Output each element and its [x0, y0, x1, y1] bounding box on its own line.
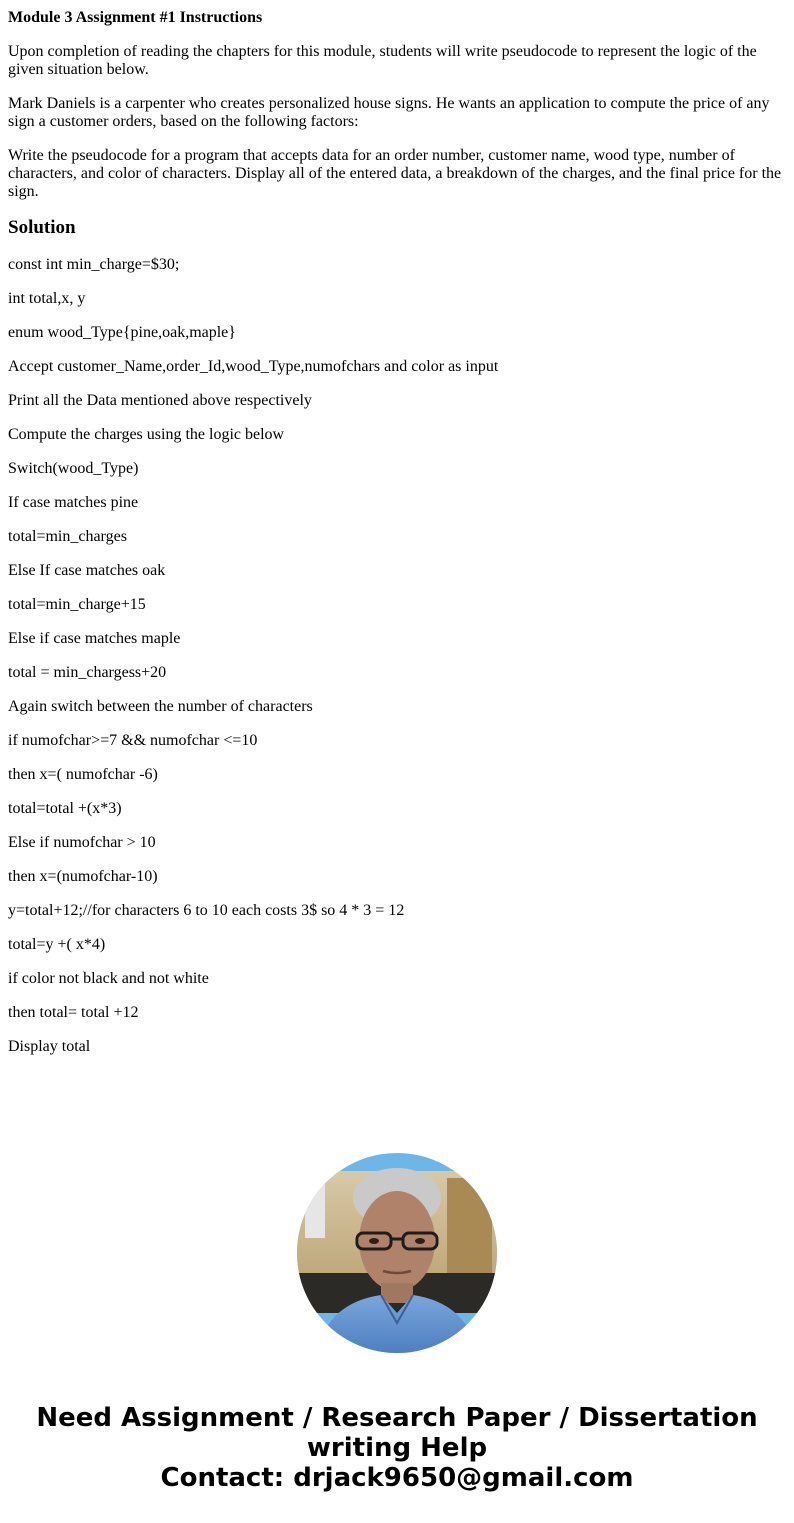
- solution-line: Compute the charges using the logic below: [8, 426, 285, 443]
- solution-line: total=min_charges: [8, 528, 127, 545]
- person-photo-icon: [297, 1153, 497, 1353]
- promo-banner: [0, 1403, 794, 1493]
- solution-line: total=y +( x*4): [8, 936, 106, 953]
- promo-contact: Contact: drjack9650@gmail.com: [160, 1463, 634, 1493]
- solution-line: Display total: [8, 1038, 91, 1055]
- solution-line: then x=( numofchar -6): [8, 766, 158, 783]
- document-title: Module 3 Assignment #1 Instructions: [8, 9, 263, 26]
- solution-line: Else If case matches oak: [8, 562, 166, 579]
- solution-line: Else if case matches maple: [8, 630, 181, 647]
- solution-pseudocode: [8, 256, 786, 1056]
- author-avatar: [297, 1153, 497, 1353]
- paragraph-scenario: Mark Daniels is a carpenter who creates personalized house signs. He wants an application to compute the price of any sign a customer orders, based on the following factors:: [8, 95, 770, 130]
- solution-line: if numofchar>=7 && numofchar <=10: [8, 732, 258, 749]
- solution-line: Again switch between the number of characters: [8, 698, 313, 715]
- promo-line-1: Need Assignment / Research Paper / Dissertation: [36, 1403, 758, 1433]
- solution-line: Print all the Data mentioned above respectively: [8, 392, 312, 409]
- solution-line: total=min_charge+15: [8, 596, 146, 613]
- solution-line: Accept customer_Name,order_Id,wood_Type,numofchars and color as input: [8, 358, 499, 375]
- solution-heading: Solution: [8, 217, 76, 238]
- solution-line: If case matches pine: [8, 494, 139, 511]
- promo-line-2: writing Help: [306, 1433, 488, 1463]
- solution-line: y=total+12;//for characters 6 to 10 each costs 3$ so 4 * 3 = 12: [8, 902, 405, 919]
- solution-line: total = min_chargess+20: [8, 664, 167, 681]
- solution-line: if color not black and not white: [8, 970, 209, 987]
- paragraph-task: Write the pseudocode for a program that accepts data for an order number, customer name, wood type, number of characters, and color of characters. Display all of the entered data, a breakdown of the charges, and the final price for the sign.: [8, 147, 782, 200]
- solution-line: int total,x, y: [8, 290, 86, 307]
- document-body: [8, 9, 786, 1072]
- solution-line: then x=(numofchar-10): [8, 868, 158, 885]
- solution-line: Else if numofchar > 10: [8, 834, 156, 851]
- solution-line: const int min_charge=$30;: [8, 256, 180, 273]
- solution-line: total=total +(x*3): [8, 800, 122, 817]
- paragraph-intro: Upon completion of reading the chapters for this module, students will write pseudocode to represent the logic of the given situation below.: [8, 43, 757, 78]
- solution-line: then total= total +12: [8, 1004, 139, 1021]
- solution-line: Switch(wood_Type): [8, 460, 139, 477]
- solution-line: enum wood_Type{pine,oak,maple}: [8, 324, 236, 341]
